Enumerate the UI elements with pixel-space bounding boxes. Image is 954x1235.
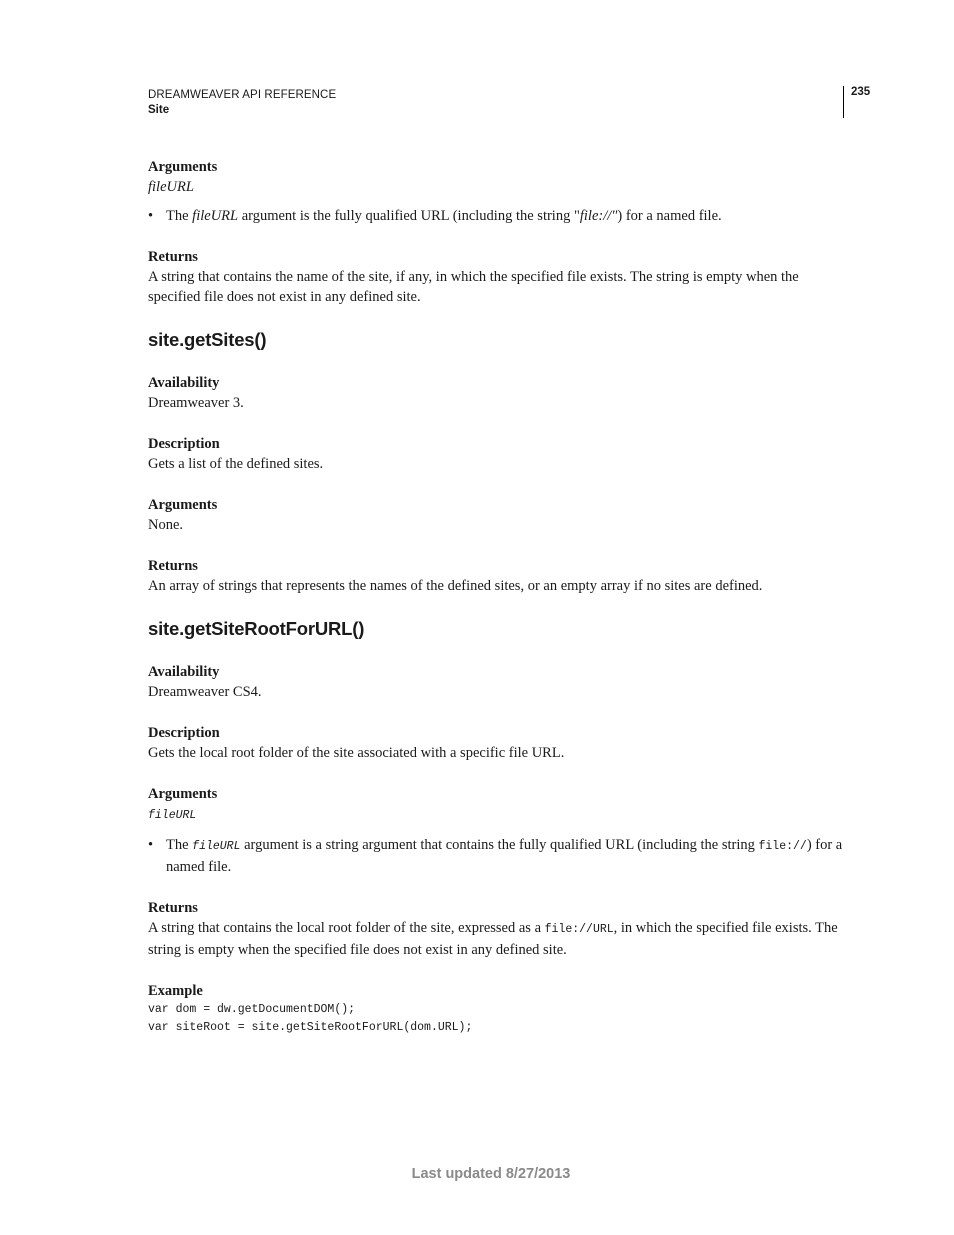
availability-text: Dreamweaver 3. [148, 395, 244, 411]
argument-name: fileURL [148, 809, 197, 822]
chapter-title: Site [148, 104, 170, 116]
bullet-dot: • [148, 837, 154, 853]
arguments-label: Arguments [148, 159, 218, 175]
argument-bullet: • The fileURL argument is the fully qualified URL (including the string "file://") for a named file. [148, 208, 722, 224]
bullet-dot: • [148, 208, 154, 224]
header-divider [843, 86, 844, 118]
getsiteroot-example [148, 981, 848, 1037]
getsites-returns [148, 556, 848, 596]
page-content [148, 157, 848, 1058]
description-label: Description [148, 725, 220, 741]
running-header [148, 88, 336, 118]
returns-label: Returns [148, 249, 198, 265]
returns-section [148, 247, 848, 307]
returns-text: An array of strings that represents the names of the defined sites, or an empty array if no sites are defined. [148, 578, 763, 594]
getsiteroot-availability [148, 662, 848, 702]
availability-text: Dreamweaver CS4. [148, 684, 262, 700]
getsiteroot-arguments [148, 784, 848, 877]
arguments-section [148, 157, 848, 226]
section-title-getsites: site.getSites() [148, 329, 267, 350]
section-title-getsiterootforurl: site.getSiteRootForURL() [148, 618, 365, 639]
getsites-arguments [148, 495, 848, 535]
argument-name: fileURL [148, 179, 194, 195]
example-label: Example [148, 983, 203, 999]
description-text: Gets the local root folder of the site associated with a specific file URL. [148, 745, 565, 761]
example-code-line: var siteRoot = site.getSiteRootForURL(dom.URL); [148, 1021, 473, 1034]
getsites-availability [148, 373, 848, 413]
getsites-description [148, 434, 848, 474]
arguments-text: None. [148, 517, 184, 533]
availability-label: Availability [148, 664, 220, 680]
footer-last-updated: Last updated 8/27/2013 [411, 1166, 571, 1182]
availability-label: Availability [148, 375, 220, 391]
arguments-label: Arguments [148, 497, 218, 513]
getsiteroot-returns [148, 898, 848, 960]
argument-bullet: • The fileURL argument is a string argument that contains the fully qualified URL (including the string file://) for a named file. [148, 837, 843, 875]
description-text: Gets a list of the defined sites. [148, 456, 324, 472]
returns-label: Returns [148, 900, 198, 916]
arguments-label: Arguments [148, 786, 218, 802]
book-title: DREAMWEAVER API REFERENCE [148, 89, 337, 101]
getsiteroot-description [148, 723, 848, 763]
page-number: 235 [851, 86, 871, 98]
returns-text: A string that contains the name of the site, if any, in which the specified file exists. The string is empty when the specified file does not exist in any defined site. [148, 269, 799, 305]
returns-text: A string that contains the local root folder of the site, expressed as a file://URL, in which the specified file exists. The string is empty when the specified file does not exist in any defined site. [148, 920, 838, 958]
description-label: Description [148, 436, 220, 452]
returns-label: Returns [148, 558, 198, 574]
example-code-line: var dom = dw.getDocumentDOM(); [148, 1003, 356, 1016]
